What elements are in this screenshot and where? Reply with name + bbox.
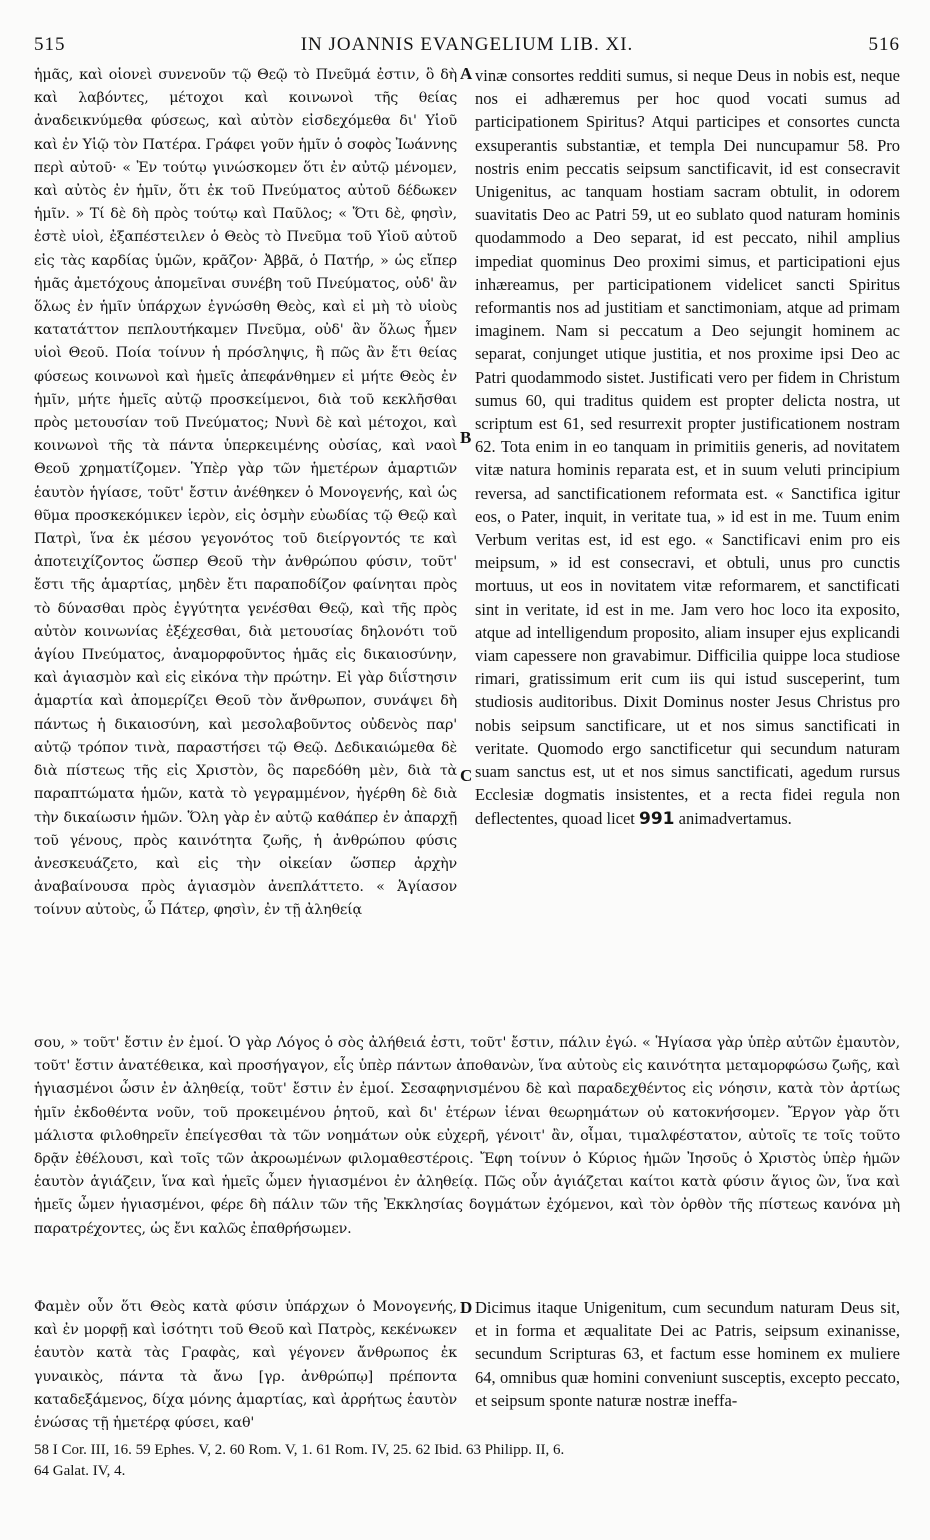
margin-letter-d: D <box>460 1298 473 1317</box>
greek-column-d <box>34 1296 457 1434</box>
page-number-right: 516 <box>868 34 900 55</box>
running-header <box>34 34 900 60</box>
greek-fullwidth-block <box>34 1032 900 1294</box>
running-title: IN JOANNIS EVANGELIUM LIB. XI. <box>300 34 634 55</box>
latin-text-a <box>475 64 900 831</box>
margin-letter-a: A <box>460 64 473 83</box>
margin-letter-c: C <box>460 766 473 785</box>
page-number-left: 515 <box>34 34 66 55</box>
footnotes-line-2: 64 Galat. IV, 4. <box>34 1463 126 1479</box>
greek-text-a: ἡμᾶς, καὶ οἱονεὶ συνενοῦν τῷ Θεῷ τὸ Πνεῦμά ἐστιν, ὃ δὴ καὶ λαβόντες, μέτοχοι καὶ κοινωνοὶ τῆς θείας ἀναδεικνύμεθα φύσεως, καὶ αὐτὸν εἰσδεχόμεθα δι' Υἱοῦ καὶ ἐν Υἱῷ τὸν Πατέρα. Γράφει γοῦν ἡμῖν ὁ σοφὸς Ἰωάννης περὶ αὐτοῦ· « Ἐν τούτῳ γινώσκομεν ὅτι ἐν αὐτῷ μένομεν, καὶ αὐτὸς ἐν ἡμῖν, ὅτι ἐκ τοῦ Πνεύματος αὐτοῦ δέδωκεν ἡμῖν. » Τί δὲ δὴ πρὸς τούτῳ καὶ Παῦλος; « Ὅτι δὲ, φησὶν, ἐστὲ υἱοὶ, ἐξαπέστειλεν ὁ Θεὸς τὸ Πνεῦμα τοῦ Υἱοῦ αὐτοῦ εἰς τὰς καρδίας ὑμῶν, κρᾶζον· Ἀββᾶ, ὁ Πατήρ, » ὡς εἴπερ ἡμᾶς ἀμετόχους ἀπομεῖναι συνέβη τοῦ Πνεύματος, οὐδ' ἂν ὅλως ἐν ἡμῖν ὑπάρχων ἐγνώσθη Θεὸς, καὶ εἰ μὴ τὸ υἱοὺς κατατάττον πεπλουτήκαμεν Πνεῦμα, οὐδ' ἂν ὅλως ἦμεν υἱοὶ Θεοῦ. Ποία τοίνυν ἡ πρόσληψις, ἢ πῶς ἂν ἔτι θείας φύσεως κοινωνοὶ καὶ ἡμεῖς ἀπεφάνθημεν εἰ μήτε Θεὸς ἐν ἡμῖν, μήτε ἡμεῖς αὐτῷ προσκείμενοι, διὰ τοῦ κεκλῆσθαι πρὸς μετουσίαν τοῦ Πνεύματος; Νυνὶ δὲ καὶ μέτοχοι, καὶ κοινωνοὶ τῆς τὰ πάντα ὑπερκειμένης οὐσίας, καὶ ναοὶ Θεοῦ χρηματίζομεν. Ὑπὲρ γὰρ τῶν ἡμετέρων ἁμαρτιῶν ἑαυτὸν ἡγίασε, τοῦτ' ἔστιν ἀνέθηκεν ὁ Μονογενής, καὶ ὡς θῦμα προσκεκόμικεν ἱερὸν, εἰς ὀσμὴν εὐωδίας τῷ Θεῷ καὶ Πατρὶ, ἵνα ἐκ μέσου γεγονότος τοῦ διείργοντός τε καὶ ἀποτειχίζοντος ὥσπερ Θεοῦ τὴν ἀνθρώπου φύσιν, τοῦτ' ἔστι τῆς ἁμαρτίας, μηδὲν ἔτι παραποδίζον φαίνηται πρὸς τὸ δύνασθαι πρὸς ἐγγύτητα γενέσθαι Θεῷ, καὶ τῆς πρὸς αὐτὸν κοινωνίας ἐξέχεσθαι, διὰ μετουσίας δηλονότι τοῦ ἁγίου Πνεύματος, ἀναμορφοῦντος ἡμᾶς εἰς δικαιοσύνην, καὶ ἁγιασμὸν καὶ εἰς εἰκόνα τὴν πρώτην. Εἰ γὰρ διΐστησιν ἁμαρτία καὶ ἀπομερίζει Θεοῦ τὸν ἄνθρωπον, συνάψει δὴ πάντως ἡ δικαιοσύνη, καὶ μεσολαβοῦντος οὐδενὸς παρ' αὐτῷ τρόπον τινὰ, παραστήσει τῷ Θεῷ. Δεδικαιώμεθα δὲ διὰ πίστεως τῆς εἰς Χριστὸν, ὃς παρεδόθη μὲν, διὰ τὰ παραπτώματα ἡμῶν, κατὰ τὸ γεγραμμένον, ἠγέρθη δὲ διὰ τὴν δικαίωσιν ἡμῶν. Ὅλη γὰρ ἐν αὐτῷ καθάπερ ἐν ἀπαρχῇ τοῦ γένους, πρὸς καινότητα ζωῆς, ἡ ἀνθρώπου φύσις ἀνεσκευάζετο, καὶ εἰς τὴν οἰκείαν ὥσπερ ἀρχὴν ἀναβαίνουσα πρὸς ἁγιασμὸν ἀνεπλάττετο. « Ἁγίασον τοίνυν αὐτοὺς, ὦ Πάτερ, φησὶν, ἐν τῇ ἀληθείᾳ <box>34 67 457 919</box>
latin-column-d <box>475 1296 900 1434</box>
margin-letter-b: B <box>460 428 472 447</box>
greek-text-full: σου, » τοῦτ' ἔστιν ἐν ἐμοί. Ὁ γὰρ Λόγος ὁ σὸς ἀλήθειά ἐστι, τοῦτ' ἔστιν, πάλιν ἐγώ. « Ἡγίασα γὰρ ὑπὲρ αὐτῶν ἐμαυτὸν, τοῦτ' ἔστιν ἀνατέθεικα, καὶ προσήγαγον, εἷς ὑπὲρ πάντων ἀποθανὼν, ἵνα αὐτοὺς εἰς καινότητα μεταμορφώσω ζωῆς, καὶ ἡγιασμένοι ὦσιν ἐν ἀληθείᾳ, τοῦτ' ἔστιν ἐν ἐμοί. Σεσαφηνισμένου δὲ καὶ παραδεχθέντος εἰς νόησιν, κατὰ τὸν ἀρτίως ἡμῖν ἐκδοθέντα νοῦν, τοῦ προκειμένου ῥητοῦ, καὶ δι' ἑτέρων ἰέναι θεωρημάτων οὐ κατοκνήσομεν. Ἔργον γὰρ ὅτι μάλιστα φιλοθηρεῖν ἐπείγεσθαι τὰ τῶν νοημάτων οὐκ εὐχερῆ, γένοιτ' ἂν, οἶμαι, τιμαλφέστατον, αὐτοῖς τε τοῖς τοῦτο δρᾷν ἐθέλουσι, καὶ τοῖς τῶν ἀκροωμένων φιλομαθεστέροις. Ἔφη τοίνυν ὁ Κύριος ἡμῶν Ἰησοῦς ὁ Χριστὸς ὑπὲρ ἡμῶν ἑαυτὸν ἁγιάζειν, ἵνα καὶ ἡμεῖς ὦμεν ἡγιασμένοι ἐν ἀληθείᾳ. Πῶς οὖν ἁγιάζεται καίτοι κατὰ φύσιν ἅγιος ὢν, ἵνα καὶ ἡμεῖς ὦμεν ἡγιασμένοι, φέρε δὴ πάλιν τῶν τῆς Ἐκκλησίας δογμάτων ἐχόμενοι, καὶ τὸν ὀρθὸν τῆς πίστεως κανόνα μὴ παρατρέχοντες, ὡς ἔνι καλῶς ἐπαθρήσωμεν. <box>34 1035 900 1237</box>
latin-text-d: Dicimus itaque Unigenitum, cum secundum naturam Deus sit, et in forma et æqualitate Dei ac Patris, seipsum exinanisse, secundum Scripturas 63, et factum esse hominem ex muliere 64, omnibus quæ homini conveniunt susceptis, excepto peccato, et seipsum sponte naturæ nostræ ineffa- <box>475 1298 900 1410</box>
latin-text-a-body: vinæ consortes redditi sumus, si neque Deus in nobis est, neque nos ei adhæremus per hoc quod vocati sumus ad participationem Spiritus? Atqui participes et consortes cuncta exsuperantis substantiæ, et templa Dei nuncupamur 58. Pro nostris enim peccatis seipsum sanctificavit, id est consecravit Unigenitus, ac tanquam hostiam sacram obtulit, in odorem suavitatis Deo ac Patri 59, ut eo sublato quod naturam hominis quodammodo a Deo separat, id est peccato, nihil amplius impediat quominus Deo proximi simus, et participationi ejus inhæreamus, per participationem videlicet sancti Spiritus reformantis nos ad justitiam et sanctimoniam, atque ad primam imaginem. Nam si peccatum a Deo sejungit hominem ac separat, conjunget utique justitia, et nos proxime ipsi Deo ac Patri quodammodo sistet. Justificati vero per fidem in Christum sumus 60, qui traditus quidem est propter delicta nostra, ut scriptum est 61, sed resurrexit propter justificationem nostram 62. Tota enim in eo tanquam in primitiis generis, ad novitatem vitæ natura hominis reparata est, et in suum veluti principium reversa, ad sanctificationem reformata est. « Sanctifica igitur eos, o Pater, inquit, in veritate tua, » id est in me. Tuum enim Verbum veritas est, id est ego. « Sanctificavi enim pro eis meipsum, » id est consecravi, et obtuli, unus pro cunctis mortuus, ut eos in novitatem vitæ reformarem, et sanctificati sint in veritate, id est in me. Jam vero hoc loco ita exposito, atque ad intelligendum proposito, aliam insuper ejus explicandi viam capessere non gravabimur. Difficilia quippe loca studiose rimari, gratissimum erit cum iis qui istud susceperint, tum studiosis auditoribus. Dixit Dominus noster Jesus Christus pro nobis seipsum sanctificare, ut et nos simus sanctificati in veritate. Quomodo ergo sanctificetur qui secundum naturam suam sanctus est, ut et nos simus sanctificati, agedum rursus Ecclesiæ dogmatis insistentes, et a recta fidei regula non deflectentes, quoad licet <box>475 66 900 828</box>
footnotes-line-1: 58 I Cor. III, 16. 59 Ephes. V, 2. 60 Rom. V, 1. 61 Rom. IV, 25. 62 Ibid. 63 Philipp. II, 6. <box>34 1442 565 1458</box>
patrologia-column-number: 991 <box>639 808 675 829</box>
latin-column-a <box>475 64 900 1032</box>
footnotes <box>34 1440 900 1482</box>
greek-column-a <box>34 64 457 1032</box>
latin-text-a-tail: animadvertamus. <box>678 808 792 828</box>
greek-text-d: Φαμὲν οὖν ὅτι Θεὸς κατὰ φύσιν ὑπάρχων ὁ Μονογενής, καὶ ἐν μορφῇ καὶ ἰσότητι τοῦ Θεοῦ καὶ Πατρὸς, κεκένωκεν ἑαυτὸν κατὰ τὰς Γραφὰς, καὶ γέγονεν ἄνθρωπος ἐκ γυναικὸς, πάντα τὰ ἄνω [γρ. ἀνθρώπῳ] πρέποντα καταδεξάμενος, δίχα μόνης ἁμαρτίας, καὶ ἀρρήτως ἑαυτὸν ἑνώσας τῇ ἡμετέρᾳ φύσει, καθ' <box>34 1299 457 1432</box>
